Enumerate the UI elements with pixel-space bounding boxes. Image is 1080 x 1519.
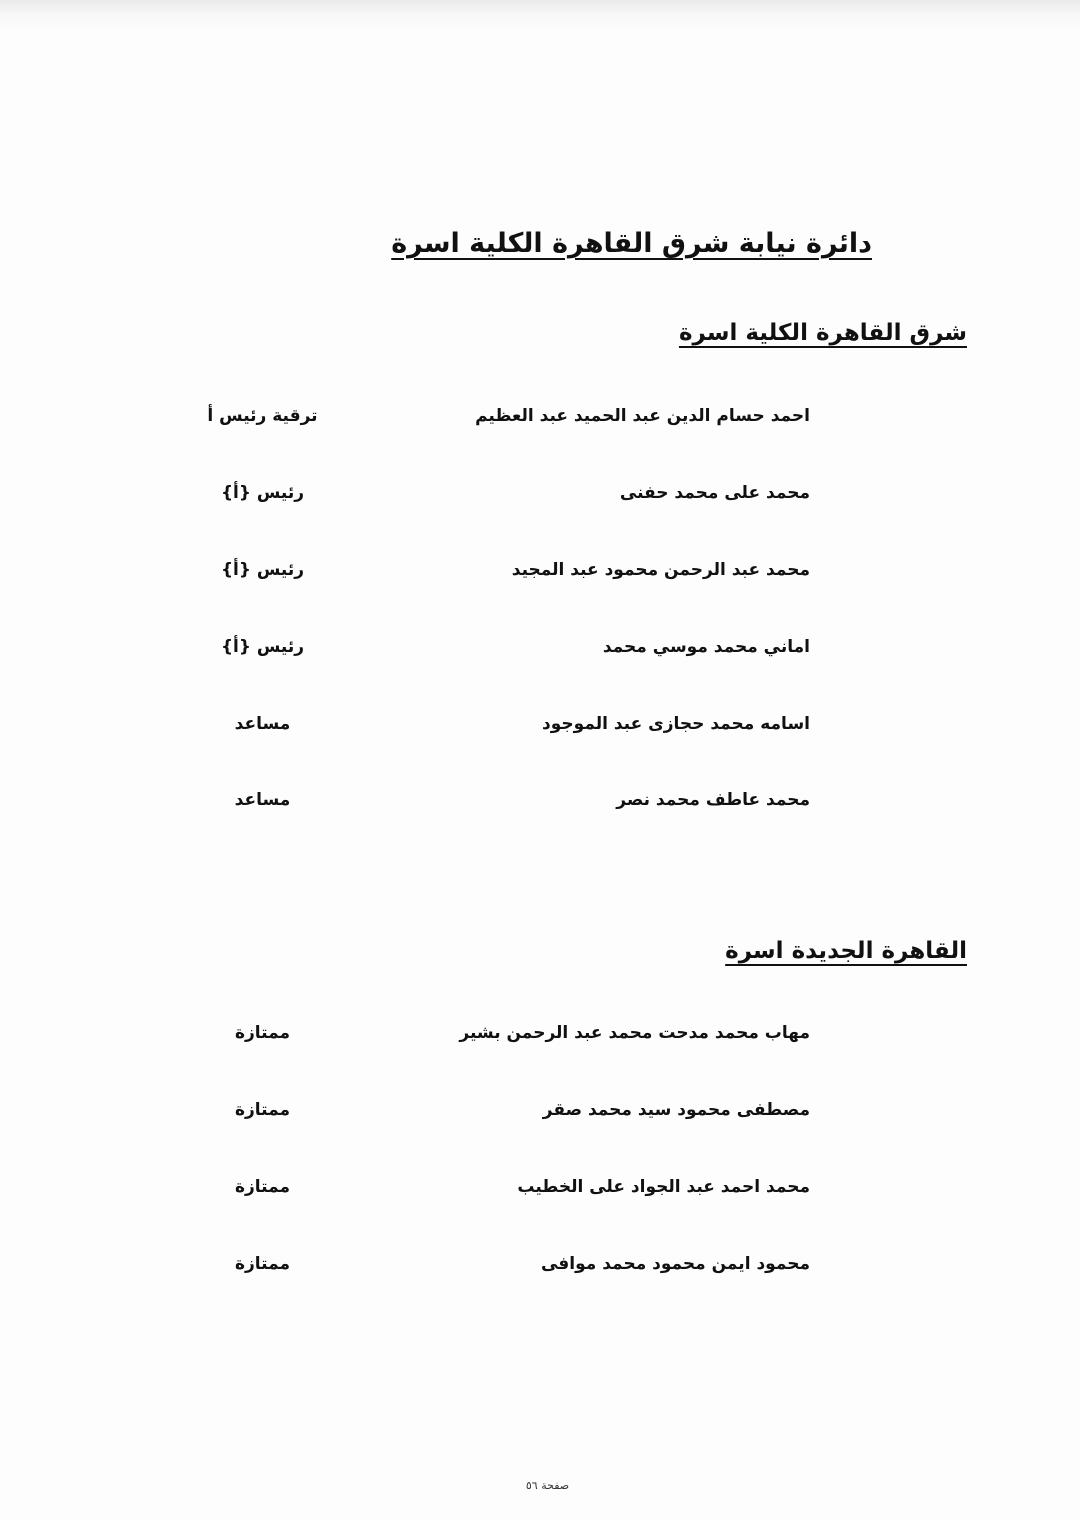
list-item [0,714,1080,744]
list-item [0,790,1080,820]
person-name: مصطفى محمود سيد محمد صقر [542,1100,810,1120]
person-name: اماني محمد موسي محمد [602,637,810,657]
list-item [0,1177,1080,1207]
person-rank: مساعد [234,714,291,734]
person-name: محمود ايمن محمود محمد موافى [540,1254,810,1274]
list-item [0,1100,1080,1130]
person-name: احمد حسام الدين عبد الحميد عبد العظيم [475,406,810,426]
document-title: دائرة نيابة شرق القاهرة الكلية اسرة [391,228,872,259]
person-rank: مساعد [234,790,291,810]
person-name: محمد عاطف محمد نصر [616,790,810,810]
person-rank: رئيس {أ} [220,483,305,503]
person-name: محمد على محمد حفنى [619,483,810,503]
list-item [0,560,1080,590]
person-rank: ممتازة [234,1177,291,1197]
list-item [0,1023,1080,1053]
list-item [0,1254,1080,1284]
person-rank: رئيس {أ} [220,560,305,580]
person-name: محمد احمد عبد الجواد على الخطيب [517,1177,810,1197]
person-rank: رئيس {أ} [220,637,305,657]
section-heading-new-cairo: القاهرة الجديدة اسرة [725,938,967,964]
page-number: صفحة ٥٦ [525,1479,570,1492]
person-rank: ممتازة [234,1254,291,1274]
person-name: مهاب محمد مدحت محمد عبد الرحمن بشير [459,1023,810,1043]
person-name: اسامه محمد حجازى عبد الموجود [542,714,810,734]
person-name: محمد عبد الرحمن محمود عبد المجيد [511,560,810,580]
person-rank: ممتازة [234,1100,291,1120]
section-heading-east-cairo: شرق القاهرة الكلية اسرة [678,320,967,346]
list-item [0,483,1080,513]
person-rank: ممتازة [234,1023,291,1043]
list-item [0,406,1080,436]
list-item [0,637,1080,667]
person-rank: ترقية رئيس أ [207,406,318,426]
